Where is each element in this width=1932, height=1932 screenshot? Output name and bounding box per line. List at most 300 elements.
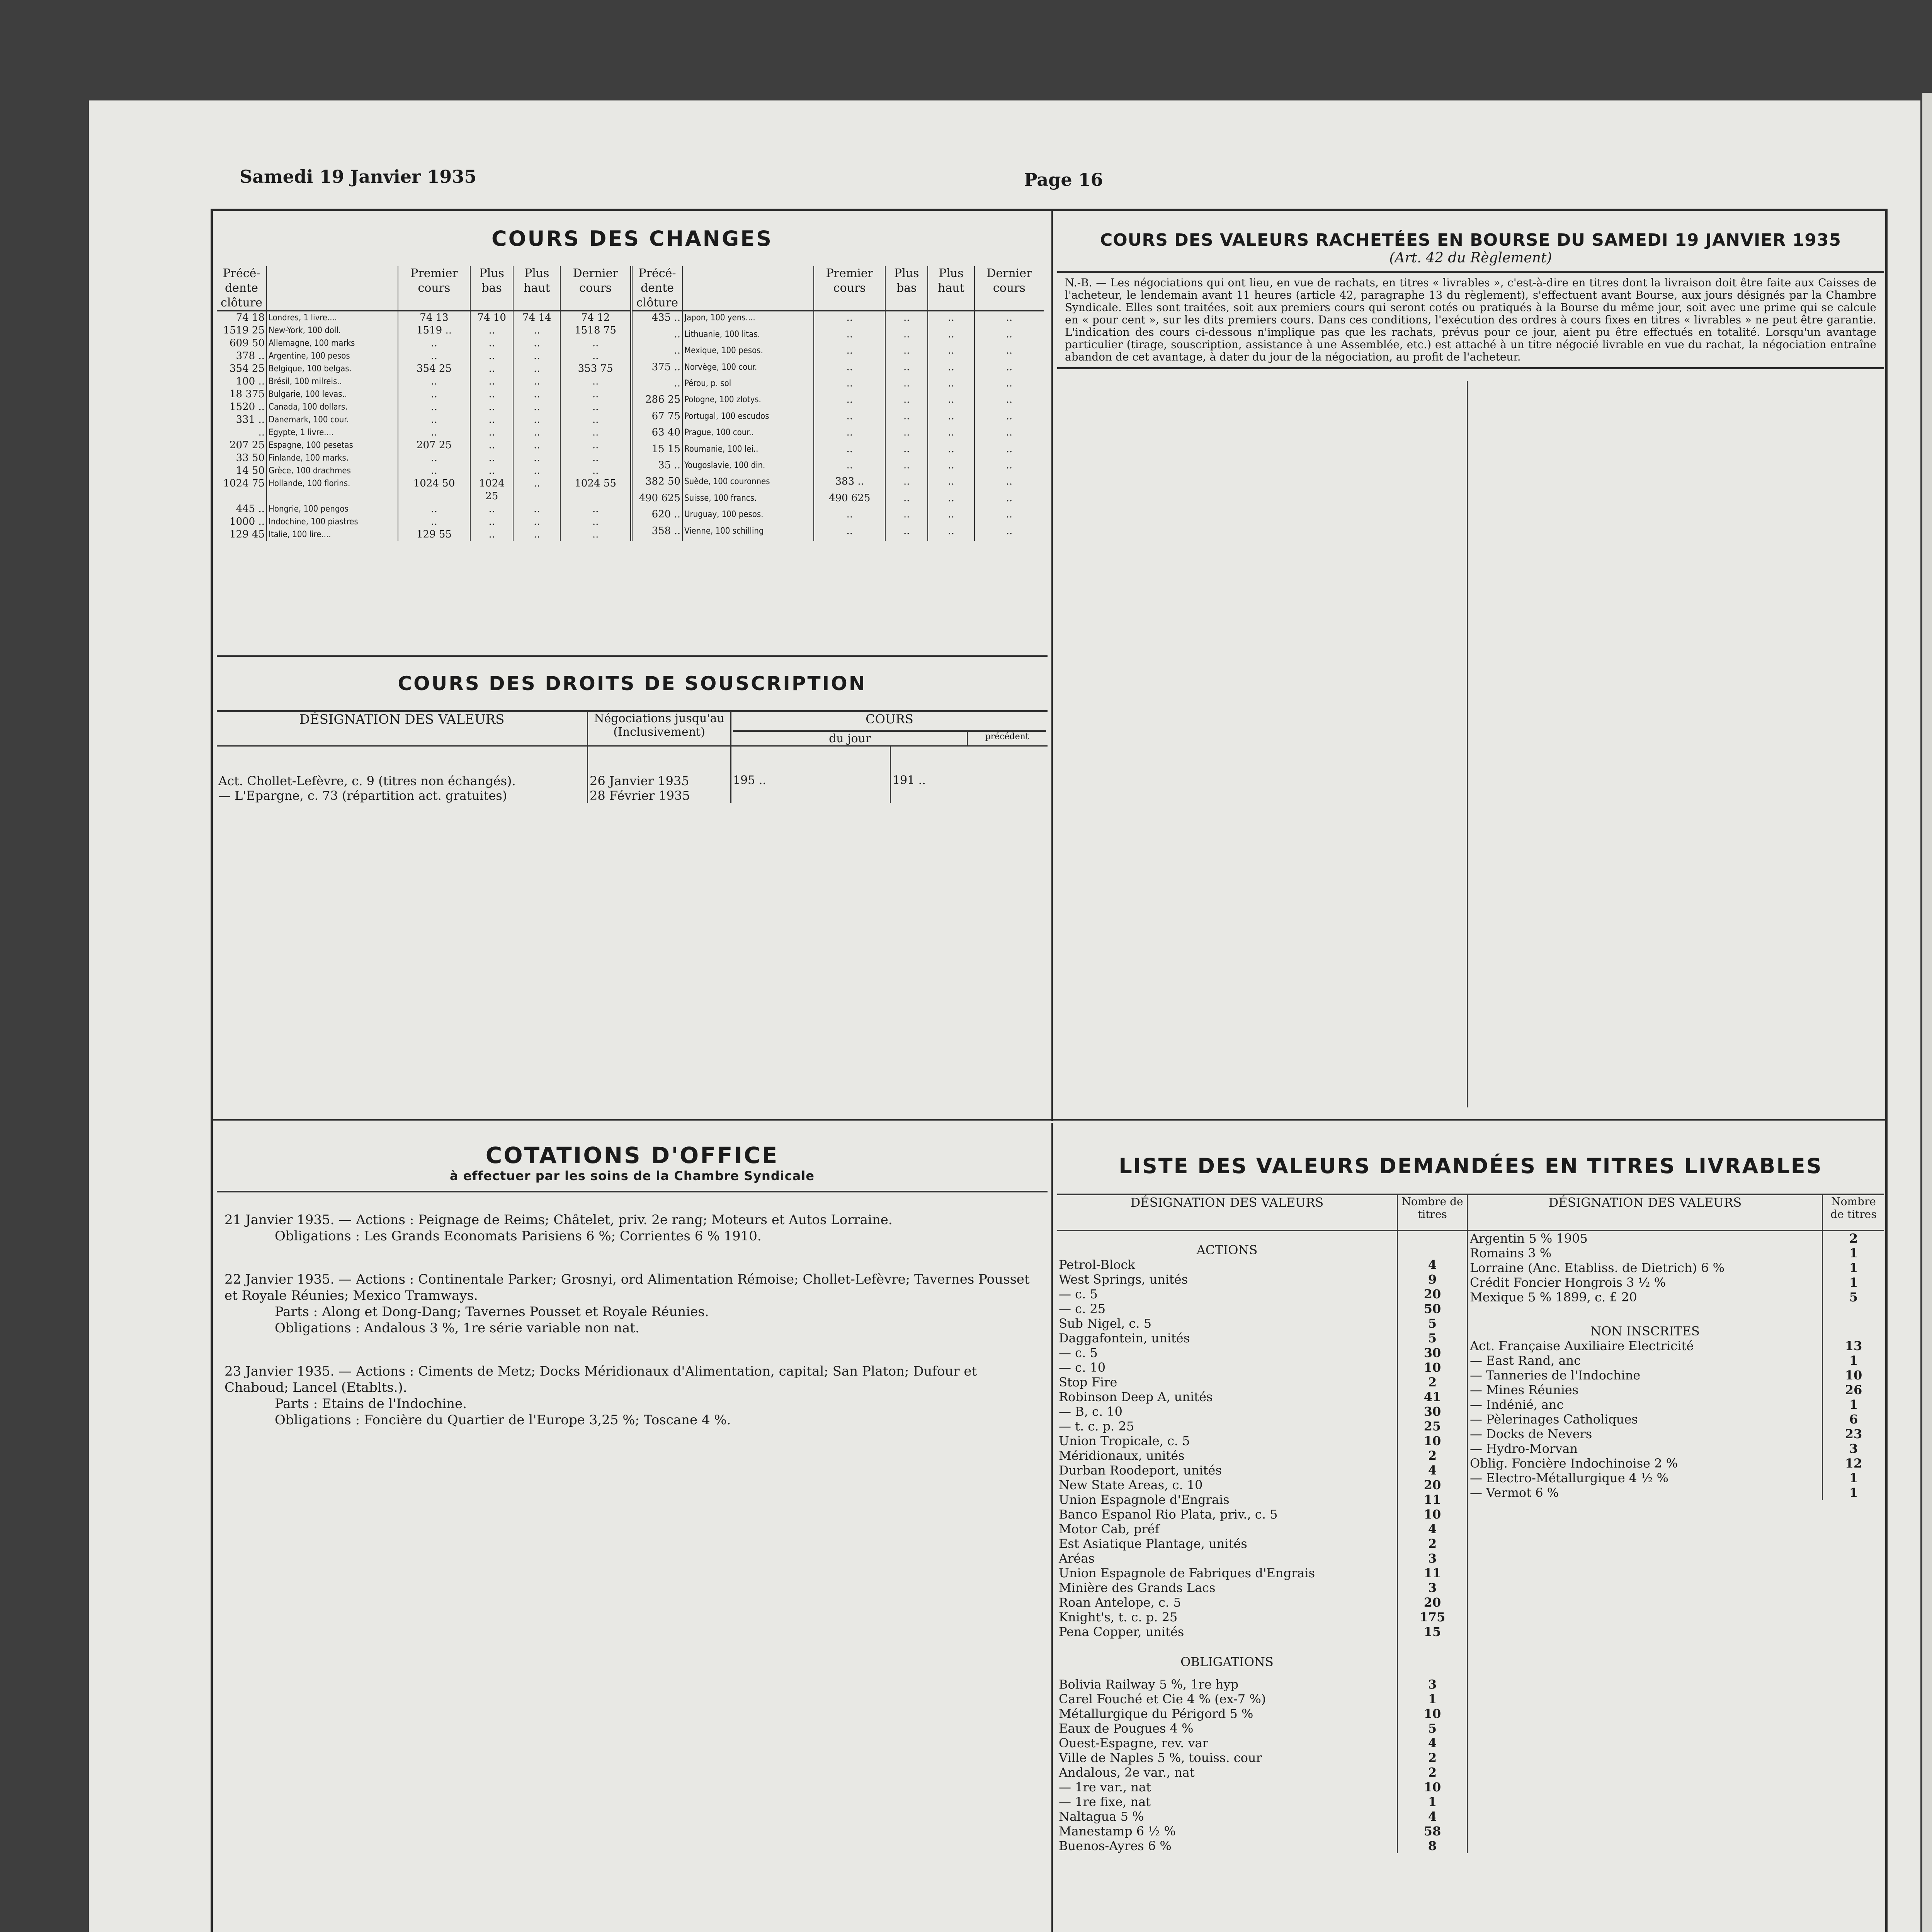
valeur-name: — Hydro-Morvan xyxy=(1470,1441,1578,1456)
nombre-titres: 2 xyxy=(1398,1536,1467,1551)
nombre-titres: 3 xyxy=(1398,1677,1467,1692)
plus-bas-value: .. xyxy=(470,375,513,388)
valeur-name: Knight's, t. c. p. 25 xyxy=(1059,1610,1178,1624)
currency-name: Portugal, 100 escudos xyxy=(682,410,814,426)
table-row xyxy=(217,324,630,337)
col-precedent: précédent xyxy=(967,732,1046,745)
table-row xyxy=(631,475,1044,492)
list-item xyxy=(1468,1456,1884,1471)
plus-haut-value: .. xyxy=(928,328,975,344)
plus-haut-value: .. xyxy=(513,362,560,375)
negociation-date: 28 Février 1935 xyxy=(588,788,731,803)
list-item xyxy=(1057,1463,1467,1478)
plus-haut-value: .. xyxy=(513,337,560,350)
table-row xyxy=(631,393,1044,410)
table-row xyxy=(217,311,630,325)
valeur-name: Banco Espanol Rio Plata, priv., c. 5 xyxy=(1059,1507,1278,1522)
currency-name: Italie, 100 lire.... xyxy=(267,528,398,541)
valeur-name: Act. Française Auxiliaire Electricité xyxy=(1470,1338,1694,1353)
plus-haut-value: .. xyxy=(928,508,975,524)
prec-value: 331 .. xyxy=(236,414,265,425)
dernier-value: .. xyxy=(975,344,1044,361)
list-item xyxy=(1057,1287,1467,1301)
cotation-line: Obligations : Les Grands Economats Parisiens 6 %; Corrientes 6 % 1910. xyxy=(275,1228,762,1244)
valeur-name: Petrol-Block xyxy=(1059,1257,1135,1272)
premier-value: .. xyxy=(814,344,885,361)
valeur-name: Eaux de Pougues 4 % xyxy=(1059,1721,1194,1736)
nombre-titres: 1 xyxy=(1823,1471,1884,1485)
cotation-line: 22 Janvier 1935. — Actions : Continentale Parker; Grosnyi, ord Alimentation Rémoise; Chollet-Lefèvre; Tavernes Pousset et Royale Réunies; Mexico Tramways. xyxy=(224,1272,1030,1303)
nombre-titres: 4 xyxy=(1398,1809,1467,1824)
table-row xyxy=(217,375,630,388)
col-du-jour: du jour xyxy=(829,732,871,745)
list-item xyxy=(1468,1231,1884,1246)
premier-value: .. xyxy=(814,328,885,344)
nombre-titres: 10 xyxy=(1823,1368,1884,1383)
plus-haut-value: 74 14 xyxy=(513,311,560,325)
currency-name: Uruguay, 100 pesos. xyxy=(682,508,814,524)
plus-haut-value: .. xyxy=(928,311,975,328)
col-plus-haut: Plus haut xyxy=(513,266,560,311)
rachetees-title: COURS DES VALEURS RACHETÉES EN BOURSE DU SAMEDI 19 JANVIER 1935 xyxy=(1100,230,1842,250)
plus-bas-value: .. xyxy=(885,328,928,344)
prec-value: 207 25 xyxy=(230,439,265,451)
cotation-line: Parts : Etains de l'Indochine. xyxy=(275,1396,467,1412)
table-row xyxy=(631,361,1044,377)
list-item xyxy=(1468,1412,1884,1427)
plus-bas-value: .. xyxy=(885,492,928,508)
col-negociations: Négociations jusqu'au (Inclusivement) xyxy=(588,711,731,746)
plus-haut-value: .. xyxy=(928,344,975,361)
premier-value: 1024 50 xyxy=(398,477,470,503)
valeur-name: West Springs, unités xyxy=(1059,1272,1188,1287)
table-row xyxy=(217,452,630,464)
nombre-titres: 2 xyxy=(1398,1765,1467,1780)
valeur-name: Sub Nigel, c. 5 xyxy=(1059,1316,1152,1331)
valeur-name: Manestamp 6 ½ % xyxy=(1059,1824,1176,1838)
nombre-titres: 10 xyxy=(1398,1434,1467,1448)
plus-haut-value: .. xyxy=(513,515,560,528)
livrables-section xyxy=(1057,1127,1884,1930)
table-row xyxy=(217,337,630,350)
prec-value: .. xyxy=(258,427,265,438)
valeur-name: Romains 3 % xyxy=(1470,1246,1552,1260)
premier-value: 207 25 xyxy=(398,439,470,452)
valeur-name: — Electro-Métallurgique 4 ½ % xyxy=(1470,1471,1668,1485)
prec-value: .. xyxy=(674,345,680,357)
dernier-value: .. xyxy=(560,388,630,401)
currency-name: Pérou, p. sol xyxy=(682,377,814,393)
nombre-titres: 1 xyxy=(1823,1397,1884,1412)
section-label: OBLIGATIONS xyxy=(1180,1655,1274,1669)
prec-value: 445 .. xyxy=(236,503,265,515)
premier-value: .. xyxy=(398,515,470,528)
plus-haut-value: .. xyxy=(928,525,975,541)
table-row xyxy=(217,426,630,439)
currency-name: Canada, 100 dollars. xyxy=(267,401,398,413)
dernier-value: .. xyxy=(560,401,630,413)
premier-value: 129 55 xyxy=(398,528,470,541)
divider-mid-vertical xyxy=(1051,1123,1053,1932)
table-row xyxy=(631,443,1044,459)
table-row xyxy=(631,426,1044,442)
list-item xyxy=(1057,1551,1467,1566)
list-item xyxy=(1057,1580,1467,1595)
table-row xyxy=(217,503,630,515)
prec-value: 378 .. xyxy=(236,350,265,362)
list-item xyxy=(1057,1838,1467,1853)
list-item xyxy=(1057,1677,1467,1692)
valeur-name: Motor Cab, préf xyxy=(1059,1522,1160,1536)
prec-value: .. xyxy=(674,328,680,340)
plus-haut-value: .. xyxy=(928,475,975,492)
prec-value: 67 75 xyxy=(651,410,680,422)
nombre-titres: 3 xyxy=(1823,1441,1884,1456)
table-row xyxy=(217,477,630,503)
plus-bas-value: .. xyxy=(885,344,928,361)
nombre-titres: 10 xyxy=(1398,1360,1467,1375)
table-row xyxy=(631,311,1044,328)
list-item xyxy=(1057,1794,1467,1809)
cotations-section xyxy=(217,1127,1048,1930)
valeur-name: — L'Epargne, c. 73 (répartition act. gratuites) xyxy=(218,788,507,803)
prec-value: 74 18 xyxy=(236,312,265,323)
prec-value: 358 .. xyxy=(651,525,680,537)
col-cours: COURS xyxy=(866,712,913,726)
col-prec: Précé-dente clôture xyxy=(631,266,682,311)
dernier-value: .. xyxy=(560,337,630,350)
plus-bas-value: .. xyxy=(470,528,513,541)
nombre-titres: 10 xyxy=(1398,1780,1467,1794)
table-row xyxy=(217,439,630,452)
list-item xyxy=(1057,1624,1467,1639)
livrables-title: LISTE DES VALEURS DEMANDÉES EN TITRES LIVRABLES xyxy=(1119,1154,1823,1178)
nombre-titres: 4 xyxy=(1398,1257,1467,1272)
plus-bas-value: .. xyxy=(885,393,928,410)
list-item xyxy=(1057,1765,1467,1780)
dernier-value: .. xyxy=(975,426,1044,442)
list-item xyxy=(1057,1750,1467,1765)
col-name xyxy=(267,266,398,311)
nombre-titres: 5 xyxy=(1398,1721,1467,1736)
list-item xyxy=(1057,1448,1467,1463)
premier-value: .. xyxy=(398,375,470,388)
changes-table-left xyxy=(217,266,630,541)
table-row xyxy=(217,413,630,426)
rachetees-column-rule xyxy=(1467,381,1468,1107)
plus-haut-value: .. xyxy=(928,393,975,410)
plus-haut-value: .. xyxy=(928,443,975,459)
valeur-name: Buenos-Ayres 6 % xyxy=(1059,1838,1172,1853)
plus-bas-value: .. xyxy=(470,401,513,413)
premier-value: .. xyxy=(814,426,885,442)
prec-value: 1000 .. xyxy=(230,516,265,527)
plus-bas-value: .. xyxy=(470,439,513,452)
premier-value: 490 625 xyxy=(814,492,885,508)
plus-bas-value: .. xyxy=(470,515,513,528)
table-row xyxy=(217,388,630,401)
valeur-name: Ouest-Espagne, rev. var xyxy=(1059,1736,1208,1750)
nombre-titres: 3 xyxy=(1398,1551,1467,1566)
rachetees-subtitle: (Art. 42 du Règlement) xyxy=(1389,250,1552,266)
cotations-subtitle: à effectuer par les soins de la Chambre Syndicale xyxy=(450,1168,815,1183)
nombre-titres: 10 xyxy=(1398,1507,1467,1522)
cotation-line: Obligations : Foncière du Quartier de l'Europe 3,25 %; Toscane 4 %. xyxy=(275,1412,731,1428)
prec-value: 1519 25 xyxy=(223,325,265,336)
currency-name: Egypte, 1 livre.... xyxy=(267,426,398,439)
nombre-titres: 2 xyxy=(1398,1375,1467,1389)
nombre-titres: 20 xyxy=(1398,1287,1467,1301)
valeur-name: Mexique 5 % 1899, c. £ 20 xyxy=(1470,1290,1637,1304)
list-item xyxy=(1057,1610,1467,1624)
currency-name: Roumanie, 100 lei.. xyxy=(682,443,814,459)
dernier-value: 1024 55 xyxy=(560,477,630,503)
col-designation: DÉSIGNATION DES VALEURS xyxy=(1057,1195,1398,1231)
section-label: ACTIONS xyxy=(1196,1243,1258,1257)
premier-value: .. xyxy=(398,464,470,477)
list-item xyxy=(1057,1345,1467,1360)
nombre-titres: 30 xyxy=(1398,1345,1467,1360)
nombre-titres: 1 xyxy=(1823,1246,1884,1260)
dernier-value: 74 12 xyxy=(560,311,630,325)
page-frame xyxy=(211,209,1888,1932)
plus-bas-value: .. xyxy=(885,410,928,426)
souscription-table xyxy=(217,710,1048,803)
list-item xyxy=(1057,1316,1467,1331)
valeur-name: Durban Roodeport, unités xyxy=(1059,1463,1222,1478)
prec-value: .. xyxy=(674,377,680,389)
valeur-name: Roan Antelope, c. 5 xyxy=(1059,1595,1181,1610)
rachetees-section xyxy=(1057,215,1884,1115)
premier-value: .. xyxy=(814,410,885,426)
nombre-titres: 2 xyxy=(1398,1750,1467,1765)
dernier-value: .. xyxy=(975,492,1044,508)
changes-title: COURS DES CHANGES xyxy=(492,226,773,251)
currency-name: Japon, 100 yens.... xyxy=(682,311,814,328)
nombre-titres: 4 xyxy=(1398,1463,1467,1478)
premier-value: .. xyxy=(398,337,470,350)
table-row xyxy=(217,528,630,541)
premier-value: 1519 .. xyxy=(398,324,470,337)
valeur-name: — Mines Réunies xyxy=(1470,1383,1579,1397)
list-item xyxy=(1057,1272,1467,1287)
nombre-titres: 3 xyxy=(1398,1580,1467,1595)
plus-haut-value: .. xyxy=(513,439,560,452)
valeur-name: Crédit Foncier Hongrois 3 ½ % xyxy=(1470,1275,1666,1290)
valeur-name: Métallurgique du Périgord 5 % xyxy=(1059,1706,1253,1721)
table-row xyxy=(631,344,1044,361)
list-item xyxy=(1468,1290,1884,1304)
adjacent-page-edge xyxy=(1922,93,1932,1932)
list-item xyxy=(1468,1368,1884,1383)
dernier-value: .. xyxy=(975,525,1044,541)
valeur-name: — t. c. p. 25 xyxy=(1059,1419,1134,1434)
valeur-name: — Vermot 6 % xyxy=(1470,1485,1559,1500)
valeur-name: — Tanneries de l'Indochine xyxy=(1470,1368,1641,1383)
nombre-titres: 8 xyxy=(1398,1838,1467,1853)
premier-value: .. xyxy=(398,401,470,413)
list-item xyxy=(1057,1706,1467,1721)
list-item xyxy=(1057,1536,1467,1551)
plus-haut-value: .. xyxy=(513,528,560,541)
souscription-title: COURS DES DROITS DE SOUSCRIPTION xyxy=(398,672,867,695)
valeur-name: Argentin 5 % 1905 xyxy=(1470,1231,1588,1246)
table-row xyxy=(217,401,630,413)
currency-name: Vienne, 100 schilling xyxy=(682,525,814,541)
nombre-titres: 6 xyxy=(1823,1412,1884,1427)
table-row xyxy=(631,377,1044,393)
currency-name: Finlande, 100 marks. xyxy=(267,452,398,464)
prec-value: 354 25 xyxy=(230,363,265,374)
valeur-name: Daggafontein, unités xyxy=(1059,1331,1190,1345)
premier-value: .. xyxy=(814,311,885,328)
dernier-value: .. xyxy=(560,413,630,426)
plus-haut-value: .. xyxy=(513,503,560,515)
nombre-titres: 1 xyxy=(1823,1275,1884,1290)
col-designation: DÉSIGNATION DES VALEURS xyxy=(217,711,588,746)
plus-haut-value: .. xyxy=(928,459,975,475)
divider-mid xyxy=(213,1119,1886,1121)
premier-value: .. xyxy=(398,452,470,464)
list-item xyxy=(1468,1246,1884,1260)
nombre-titres: 1 xyxy=(1823,1353,1884,1368)
valeur-name: — Docks de Nevers xyxy=(1470,1427,1592,1441)
premier-value: .. xyxy=(814,443,885,459)
dernier-value: .. xyxy=(975,361,1044,377)
table-row xyxy=(217,515,630,528)
list-item xyxy=(1057,1404,1467,1419)
nombre-titres: 23 xyxy=(1823,1427,1884,1441)
plus-bas-value: .. xyxy=(470,426,513,439)
plus-bas-value: .. xyxy=(470,464,513,477)
table-row xyxy=(217,464,630,477)
list-item xyxy=(1057,1507,1467,1522)
table-row xyxy=(631,492,1044,508)
prec-value: 286 25 xyxy=(645,394,680,406)
currency-name: Grèce, 100 drachmes xyxy=(267,464,398,477)
section-label: NON INSCRITES xyxy=(1590,1324,1700,1338)
plus-haut-value: .. xyxy=(513,452,560,464)
currency-name: Londres, 1 livre.... xyxy=(267,311,398,325)
valeur-name: Andalous, 2e var., nat xyxy=(1059,1765,1195,1780)
dernier-value: .. xyxy=(975,475,1044,492)
currency-name: Hongrie, 100 pengos xyxy=(267,503,398,515)
valeur-name: Stop Fire xyxy=(1059,1375,1117,1389)
nombre-titres: 2 xyxy=(1398,1448,1467,1463)
plus-haut-value: .. xyxy=(928,492,975,508)
nombre-titres: 12 xyxy=(1823,1456,1884,1471)
nombre-titres: 5 xyxy=(1823,1290,1884,1304)
divider-top xyxy=(1051,211,1053,1121)
list-item xyxy=(1468,1383,1884,1397)
premier-value: 354 25 xyxy=(398,362,470,375)
valeur-name: Minière des Grands Lacs xyxy=(1059,1580,1216,1595)
plus-bas-value: .. xyxy=(885,508,928,524)
plus-haut-value: .. xyxy=(513,426,560,439)
list-item xyxy=(1057,1492,1467,1507)
currency-name: New-York, 100 doll. xyxy=(267,324,398,337)
premier-value: .. xyxy=(814,508,885,524)
plus-bas-value: .. xyxy=(470,413,513,426)
list-item xyxy=(1468,1260,1884,1275)
cotation-line: Obligations : Andalous 3 %, 1re série variable non nat. xyxy=(275,1320,639,1336)
dernier-value: .. xyxy=(560,452,630,464)
valeur-name: — 1re var., nat xyxy=(1059,1780,1151,1794)
plus-bas-value: 74 10 xyxy=(470,311,513,325)
col-prec: Précé-dente clôture xyxy=(217,266,267,311)
cours-precedent xyxy=(890,788,1048,803)
valeur-name: Pena Copper, unités xyxy=(1059,1624,1184,1639)
list-item xyxy=(1057,1809,1467,1824)
table-row xyxy=(217,362,630,375)
list-item xyxy=(1468,1275,1884,1290)
negociation-date: 26 Janvier 1935 xyxy=(588,746,731,789)
list-item xyxy=(1468,1353,1884,1368)
premier-value: .. xyxy=(398,388,470,401)
plus-bas-value: .. xyxy=(885,361,928,377)
currency-name: Danemark, 100 cour. xyxy=(267,413,398,426)
valeur-name: — Pèlerinages Catholiques xyxy=(1470,1412,1638,1427)
plus-haut-value: .. xyxy=(928,361,975,377)
list-item xyxy=(1468,1397,1884,1412)
plus-haut-value: .. xyxy=(513,350,560,362)
col-dernier: Dernier cours xyxy=(975,266,1044,311)
dernier-value: .. xyxy=(560,439,630,452)
dernier-value: .. xyxy=(975,393,1044,410)
currency-name: Mexique, 100 pesos. xyxy=(682,344,814,361)
valeur-name: Méridionaux, unités xyxy=(1059,1448,1185,1463)
list-item xyxy=(1057,1721,1467,1736)
dernier-value: 353 75 xyxy=(560,362,630,375)
prec-value: 33 50 xyxy=(236,452,265,464)
table-row xyxy=(217,746,1048,789)
list-item xyxy=(1057,1375,1467,1389)
nombre-titres: 175 xyxy=(1398,1610,1467,1624)
page-number: Page 16 xyxy=(1024,169,1103,190)
valeur-name: Lorraine (Anc. Etabliss. de Dietrich) 6 % xyxy=(1470,1260,1725,1275)
premier-value: 383 .. xyxy=(814,475,885,492)
nombre-titres: 4 xyxy=(1398,1736,1467,1750)
valeur-name: New State Areas, c. 10 xyxy=(1059,1478,1203,1492)
dernier-value: .. xyxy=(560,528,630,541)
col-dernier: Dernier cours xyxy=(560,266,630,311)
valeur-name: Union Espagnole de Fabriques d'Engrais xyxy=(1059,1566,1315,1580)
nombre-titres: 1 xyxy=(1398,1692,1467,1706)
col-name xyxy=(682,266,814,311)
nombre-titres: 25 xyxy=(1398,1419,1467,1434)
col-plus-bas: Plus bas xyxy=(885,266,928,311)
valeur-name: Act. Chollet-Lefèvre, c. 9 (titres non échangés). xyxy=(218,774,516,788)
nombre-titres: 20 xyxy=(1398,1595,1467,1610)
currency-name: Bulgarie, 100 levas.. xyxy=(267,388,398,401)
nombre-titres: 1 xyxy=(1823,1485,1884,1500)
plus-haut-value: .. xyxy=(928,426,975,442)
dernier-value: .. xyxy=(560,503,630,515)
nombre-titres: 5 xyxy=(1398,1316,1467,1331)
prec-value: 18 375 xyxy=(230,388,265,400)
issue-date: Samedi 19 Janvier 1935 xyxy=(240,166,477,187)
dernier-value: .. xyxy=(560,375,630,388)
plus-bas-value: .. xyxy=(470,350,513,362)
livrables-table-right xyxy=(1468,1195,1884,1500)
valeur-name: — East Rand, anc xyxy=(1470,1353,1581,1368)
prec-value: 609 50 xyxy=(230,337,265,349)
dernier-value: .. xyxy=(560,350,630,362)
currency-name: Argentine, 100 pesos xyxy=(267,350,398,362)
currency-name: Brésil, 100 milreis.. xyxy=(267,375,398,388)
dernier-value: .. xyxy=(975,377,1044,393)
nombre-titres: 10 xyxy=(1398,1706,1467,1721)
